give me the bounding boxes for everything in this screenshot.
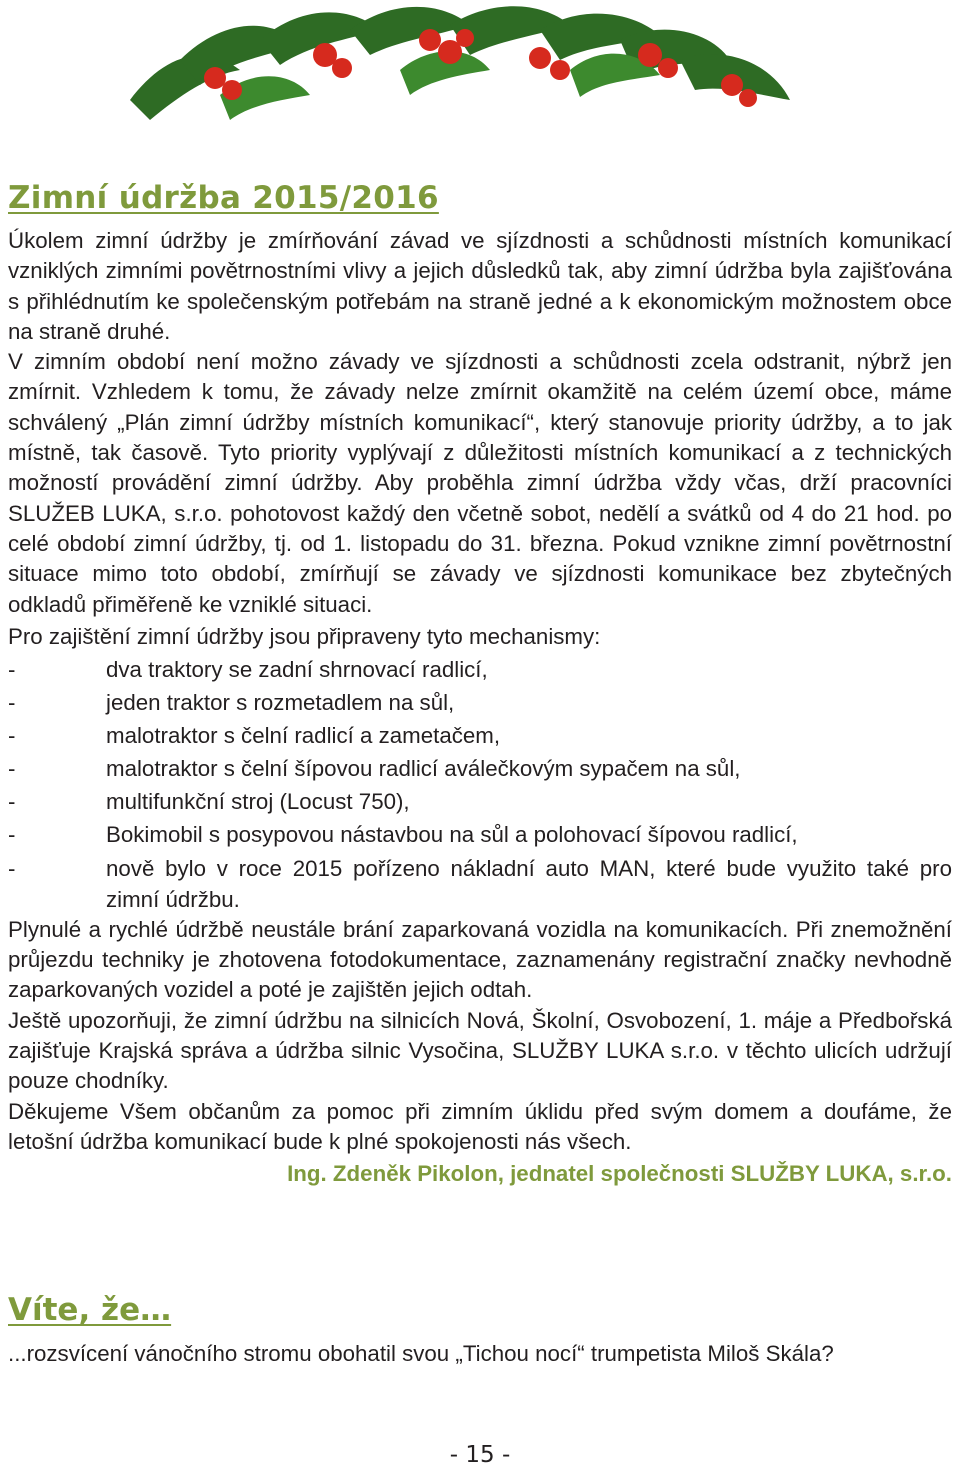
dash-bullet: - <box>8 656 16 682</box>
dash-bullet: - <box>8 821 16 847</box>
holly-garland-illustration <box>120 0 810 150</box>
holly-leaves <box>130 6 790 120</box>
paragraph-priorities: V zimním období není možno závady ve sjízdnosti a schůdnosti zcela odstranit, nýbrž jen zmírnit. Vzhledem k tomu, že závady nelze zmírnit okamžitě na celém území obce, máme schválený „Plán zimní údržby místních komunikací“, který stanovuje priority údržby, a to jak místně, tak časově. Tyto priority vyplývají z důležitosti místních komunikací a z technických možností provádění zimní údržby. Aby proběhla zimní údržba vždy včas, drží pracovníci SLUŽEB LUKA, s.r.o. pohotovost každý den včetně sobot, nedělí a svátků od 4 do 21 hod. po celé období zimní údržby, tj. od 1. listopadu do 31. března. Pokud vznikne zimní povětrnostní situace mimo toto období, zmírňují se závady ve sjízdnosti komunikace bez zbytečných odkladů přiměřeně ke vzniklé situaci. <box>8 349 952 617</box>
list-item: - multifunkční stroj (Locust 750), <box>8 785 952 818</box>
list-item: - jeden traktor s rozmetadlem na sůl, <box>8 686 952 719</box>
signature: Ing. Zdeněk Pikolon, jednatel společnosti SLUŽBY LUKA, s.r.o. <box>287 1161 952 1187</box>
list-item: - malotraktor s čelní radlicí a zametačem, <box>8 719 952 752</box>
dash-bullet: - <box>8 689 16 715</box>
mechanisms-intro: Pro zajištění zimní údržby jsou připraveny tyto mechanismy: <box>8 623 601 649</box>
dash-bullet: - <box>8 722 16 748</box>
dash-bullet: - <box>8 855 16 881</box>
page-number: - 15 - <box>449 1442 511 1468</box>
list-item: - malotraktor s čelní šípovou radlicí aválečkovým sypačem na sůl, <box>8 752 952 785</box>
page-title: Zimní údržba 2015/2016 <box>8 180 439 216</box>
vite-text: ...rozsvícení vánočního stromu obohatil svou „Tichou nocí“ trumpetista Miloš Skála? <box>8 1341 834 1366</box>
list-item: - nově bylo v roce 2015 pořízeno nákladní auto MAN, které bude využito také pro zimní údržbu. <box>8 851 952 915</box>
paragraph-thanks: Děkujeme Všem občanům za pomoc při zimním úklidu před svým domem a doufáme, že letošní údržba komunikací bude k plné spokojenosti nás všech. <box>8 1098 952 1154</box>
dash-bullet: - <box>8 755 16 781</box>
list-item: - Bokimobil s posypovou nástavbou na sůl a polohovací šípovou radlicí, <box>8 818 952 851</box>
mechanisms-list <box>8 653 952 915</box>
vite-heading: Víte, že… <box>8 1292 172 1328</box>
paragraph-intro: Úkolem zimní údržby je zmírňování závad ve sjízdnosti a schůdnosti místních komunikací vzniklých zimními povětrnostními vlivy a jejich důsledků tak, aby zimní údržba byla zajišťována s přihlédnutím ke společenským potřebám na straně jedné a k ekonomickým možnostem obce na straně druhé. <box>8 228 952 344</box>
list-item: - dva traktory se zadní shrnovací radlicí, <box>8 653 952 686</box>
paragraph-roads: Ještě upozorňuji, že zimní údržbu na silnicích Nová, Školní, Osvobození, 1. máje a Předbořská zajišťuje Krajská správa a údržba silnic Vysočina, SLUŽBY LUKA s.r.o. v těchto ulicích udržují pouze chodníky. <box>8 1007 952 1094</box>
article-body <box>8 226 952 1190</box>
paragraph-parking: Plynulé a rychlé údržbě neustále brání zaparkovaná vozidla na komunikacích. Při znemožnění průjezdu techniky je zhotovena fotodokumentace, zaznamenány registrační značky nevhodně zaparkovaných vozidel a poté je zajištěn jejich odtah. <box>8 916 952 1003</box>
dash-bullet: - <box>8 788 16 814</box>
